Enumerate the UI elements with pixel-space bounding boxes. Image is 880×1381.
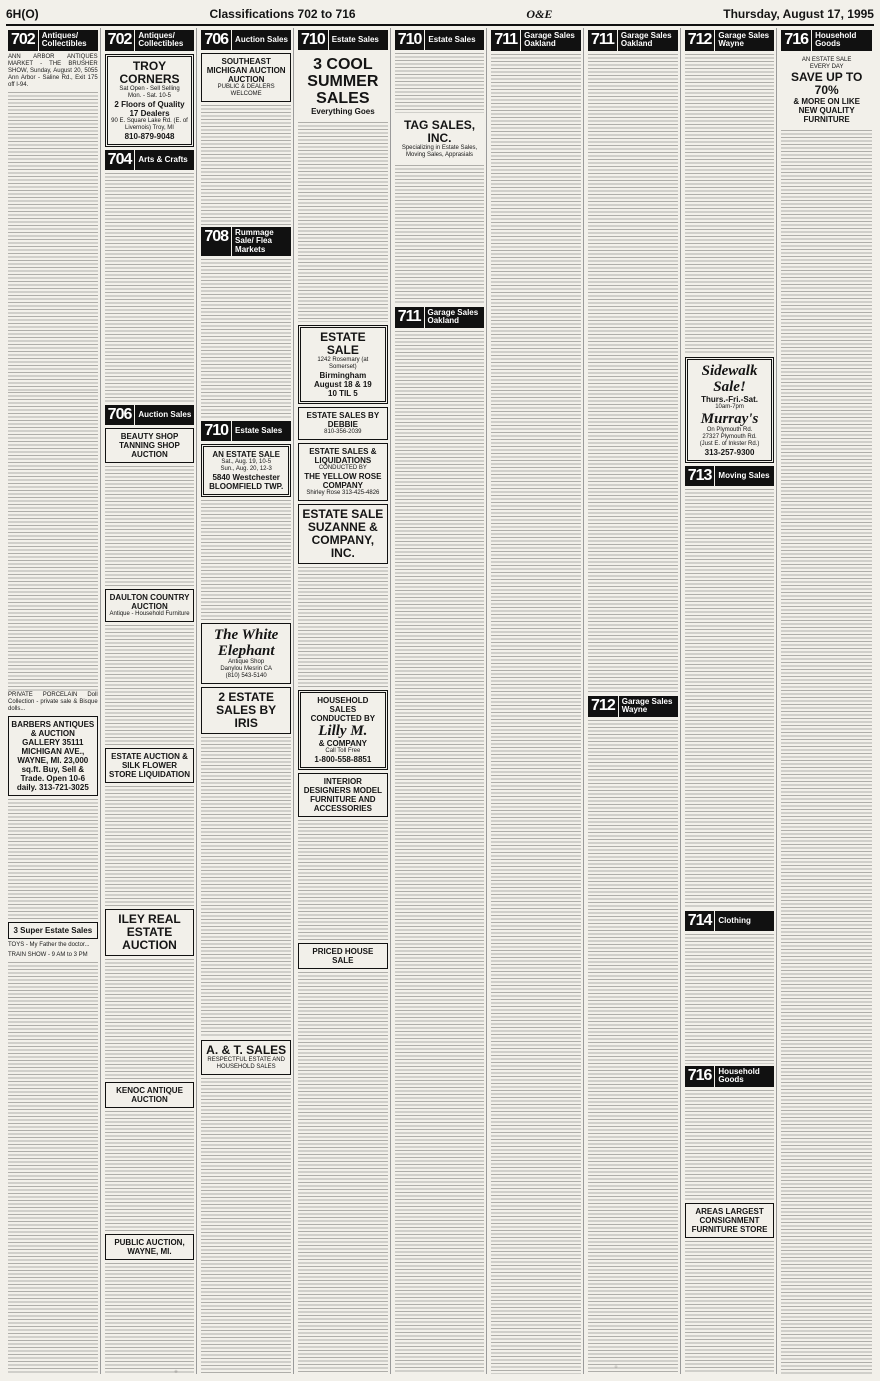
ad-line: CONDUCTED BY (318, 465, 367, 471)
section-title: Antiques/ Collectibles (135, 30, 194, 51)
ad-headline: ESTATE SALES BY DEBBIE (306, 411, 380, 429)
section-header (588, 696, 678, 717)
ad-headline: A. & T. SALES (206, 1043, 287, 1058)
ad-text-block (105, 173, 195, 403)
ad-text-block (105, 1111, 195, 1231)
ad-text-block (685, 934, 775, 1064)
display-ad (685, 357, 775, 463)
ad-text-block (298, 567, 388, 687)
ad-headline: KENOC ANTIQUE AUCTION (116, 1085, 183, 1104)
section-number: 712 (685, 30, 715, 51)
section-title: Household Goods (715, 1066, 774, 1087)
ad-headline: HOUSEHOLD SALES CONDUCTED BY (310, 696, 376, 723)
section-title: Garage Sales Wayne (715, 30, 774, 51)
ad-text-block (781, 130, 872, 1374)
ad-line: 1242 Rosemary (at Somerset) (317, 357, 369, 370)
section-title: Garage Sales Oakland (618, 30, 678, 51)
section-title: Moving Sales (715, 466, 774, 486)
section-number: 713 (685, 466, 715, 486)
display-ad (298, 407, 388, 440)
display-ad (201, 687, 291, 734)
ad-headline: The White Elephant (214, 627, 279, 660)
column-2 (103, 28, 198, 1374)
ad-line: 10 TIL 5 (328, 389, 358, 398)
ad-text-block (201, 259, 291, 419)
ad-text-block (8, 962, 98, 1374)
ad-line: On Plymouth Rd. (706, 426, 753, 433)
section-title: Estate Sales (329, 30, 388, 50)
ad-text-block (201, 1078, 291, 1374)
ad-text-block (395, 165, 485, 305)
section-header (201, 30, 291, 50)
ad-text-block (588, 54, 678, 694)
column-1 (6, 28, 101, 1374)
display-ad (105, 748, 195, 783)
section-number: 714 (685, 911, 715, 931)
section-number: 711 (395, 307, 424, 328)
print-speckle (0, 1357, 880, 1381)
ad-line: 5840 Westchester (212, 473, 280, 483)
ad-text-block (298, 122, 388, 322)
display-ad (685, 1203, 775, 1238)
section-header (588, 30, 678, 51)
display-ad (105, 428, 195, 463)
ad-headline: BARBERS ANTIQUES & AUCTION GALLERY 35111 MICHIGAN AVE., WAYNE, MI. 23,000 sq.ft. Buy, Sell & Trade. Open 10-6 daily. 313-721-3025 (11, 719, 95, 792)
display-ad (105, 909, 195, 956)
section-title: Estate Sales (232, 421, 291, 441)
section-header (298, 30, 388, 50)
issue-date: Thursday, August 17, 1995 (723, 7, 874, 21)
display-ad (105, 589, 195, 622)
section-header (685, 1066, 775, 1087)
section-header (201, 421, 291, 441)
column-4 (296, 28, 391, 1374)
display-ad (8, 922, 98, 939)
masthead (6, 4, 874, 26)
section-number: 711 (491, 30, 520, 51)
display-ad (201, 53, 291, 102)
section-title: Garage Sales Wayne (619, 696, 678, 717)
ad-text-block (395, 53, 485, 113)
section-number: 716 (685, 1066, 715, 1087)
ad-text-block (395, 331, 485, 1374)
ad-text-block (685, 54, 775, 354)
display-ad (105, 1234, 195, 1260)
section-header (685, 30, 775, 51)
section-header (105, 30, 195, 51)
ad-headline: Sidewalk Sale! (701, 362, 758, 395)
display-ad (298, 504, 388, 564)
section-title: Antiques/ Collectibles (39, 30, 98, 51)
ad-line: Antique - Household Furniture (109, 610, 190, 617)
ad-line: Thurs.-Fri.-Sat. (701, 394, 758, 404)
ad-headline: AN ESTATE SALE (212, 450, 281, 460)
section-title: Rummage Sale/ Flea Markets (232, 227, 291, 256)
ad-line: Sat Open - Sell Selling (119, 85, 180, 92)
ad-phone: (810) 543-5140 (225, 673, 267, 680)
ad-headline: AREAS LARGEST CONSIGNMENT FURNITURE STORE (691, 1206, 768, 1234)
ad-headline: BEAUTY SHOP TANNING SHOP AUCTION (119, 431, 180, 459)
section-title: Arts & Crafts (135, 150, 194, 170)
paper-name: O&E (526, 6, 553, 21)
section-header (781, 30, 872, 51)
ad-text-block (8, 392, 98, 692)
display-ad (201, 1040, 291, 1075)
ad-headline: 3 COOL SUMMER SALES (307, 56, 379, 107)
ad-line: 2 Floors of Quality (114, 99, 185, 109)
ad-phone: 810-879-9048 (124, 131, 175, 141)
ad-line: Sat., Aug. 19, 10-5 (221, 459, 272, 466)
section-number: 706 (201, 30, 231, 50)
section-header (395, 307, 485, 328)
ad-text-block (201, 105, 291, 225)
section-number: 710 (298, 30, 328, 50)
ad-text-block (105, 959, 195, 1079)
ad-line: BLOOMFIELD TWP. (209, 482, 284, 492)
display-ad (298, 943, 388, 969)
ad-text-block (8, 92, 98, 392)
ad-text-block (105, 466, 195, 586)
section-number: 702 (8, 30, 38, 51)
display-ad (201, 623, 291, 684)
section-header (105, 150, 195, 170)
section-title: Clothing (715, 911, 774, 931)
display-ad (298, 690, 388, 770)
section-title: Auction Sales (135, 405, 194, 425)
ad-line: 10am-7pm (715, 403, 744, 410)
ad-line: Everything Goes (311, 107, 375, 116)
display-ad (298, 773, 388, 817)
page-number: 6H(O) (6, 7, 39, 21)
ad-text-block (685, 489, 775, 909)
ad-text-block (8, 799, 98, 919)
section-number: 704 (105, 150, 135, 170)
ad-line: August 18 & 19 (313, 380, 372, 389)
display-ad (105, 54, 195, 147)
column-9 (779, 28, 874, 1374)
ad-line: Lilly M. (318, 723, 368, 739)
ad-phone: 1-800-558-8851 (314, 755, 372, 764)
ad-line: Antique Shop (228, 659, 265, 666)
classified-columns (6, 28, 874, 1374)
column-7 (586, 28, 681, 1374)
display-ad (105, 1082, 195, 1108)
section-number: 702 (105, 30, 135, 51)
ad-text-block (105, 786, 195, 906)
section-title: Garage Sales Oakland (521, 30, 581, 51)
ad-phone: Shirley Rose 313-425-4826 (306, 490, 380, 496)
section-number: 706 (105, 405, 135, 425)
ad-text-block (491, 54, 581, 1374)
classified-ad: TOYS - My Father the doctor... (8, 941, 90, 948)
ad-line: Mon. - Sat. 10-5 (127, 92, 172, 99)
ad-headline: DAULTON COUNTRY AUCTION (109, 592, 190, 611)
display-ad (781, 54, 872, 127)
classified-ad: ANN ARBOR ANTIQUES MARKET - THE BRUSHER SHOW, Sunday, August 20, 5055 Ann Arbor - Saline Rd., Exit 175 off I-94. (8, 53, 98, 88)
display-ad (395, 116, 485, 162)
section-title: Garage Sales Oakland (425, 307, 485, 328)
ad-headline: TAG SALES, INC. (403, 118, 476, 145)
ad-line: & COMPANY (318, 739, 367, 748)
classified-ad: PRIVATE PORCELAIN Doll Collection - private sale & Bisque dolls... (8, 691, 98, 712)
ad-line: Call Toll Free (325, 748, 361, 754)
section-header (8, 30, 98, 51)
section-header (491, 30, 581, 51)
display-ad (298, 325, 388, 404)
ad-headline: PUBLIC AUCTION, WAYNE, MI. (114, 1237, 185, 1256)
ad-line: EVERY DAY (809, 63, 844, 70)
ad-line: Birmingham (319, 371, 367, 380)
ad-headline: TROY CORNERS (119, 58, 180, 86)
ad-line: PUBLIC & DEALERS WELCOME (217, 84, 275, 97)
column-3 (199, 28, 294, 1374)
section-number: 712 (588, 696, 618, 717)
ad-line: 17 Dealers (129, 108, 170, 118)
section-title: Household Goods (812, 30, 872, 51)
ad-text-block (298, 972, 388, 1374)
ad-phone: 313-257-9300 (704, 447, 755, 457)
ad-headline: SOUTHEAST MICHIGAN AUCTION AUCTION (206, 57, 286, 84)
ad-text-block (201, 737, 291, 1037)
column-5 (393, 28, 488, 1374)
ad-headline: INTERIOR DESIGNERS MODEL FURNITURE AND ACCESSORIES (303, 777, 382, 813)
section-header (685, 466, 775, 486)
ad-headline: 3 Super Estate Sales (13, 925, 93, 935)
section-header (395, 30, 485, 50)
section-number: 710 (201, 421, 231, 441)
ad-line: Sun., Aug. 20, 12-3 (220, 466, 272, 473)
section-number: 708 (201, 227, 231, 256)
section-header (201, 227, 291, 256)
ad-phone: 810-356-2039 (324, 429, 362, 435)
section-range: Classifications 702 to 716 (209, 7, 356, 21)
section-title: Estate Sales (425, 30, 484, 50)
ad-line: Danylou Mesrin CA (220, 666, 273, 673)
section-title: Auction Sales (232, 30, 291, 50)
ad-headline: ESTATE SALE (320, 330, 366, 357)
ad-line: THE YELLOW ROSE COMPANY (304, 472, 382, 490)
classified-ad: TRAIN SHOW - 9 AM to 3 PM (8, 951, 88, 958)
section-number: 710 (395, 30, 425, 50)
display-ad (298, 53, 388, 119)
section-header (105, 405, 195, 425)
ad-line: (Just E. of Inkster Rd.) (699, 440, 760, 447)
ad-text-block (105, 625, 195, 745)
ad-headline: ESTATE SALE SUZANNE & COMPANY, INC. (302, 507, 384, 560)
column-6 (489, 28, 584, 1374)
ad-headline: ESTATE SALES & LIQUIDATIONS (309, 447, 377, 465)
ad-line: RESPECTFUL ESTATE AND HOUSEHOLD SALES (207, 1057, 285, 1071)
column-8 (683, 28, 778, 1374)
ad-headline: ESTATE AUCTION & SILK FLOWER STORE LIQUIDATION (108, 751, 191, 779)
ad-headline: 2 ESTATE SALES BY IRIS (216, 690, 277, 731)
ad-line: 27327 Plymouth Rd. (702, 433, 757, 440)
display-ad (8, 716, 98, 796)
ad-text-block (685, 1241, 775, 1374)
ad-line: Specializing in Estate Sales, Moving Sales, Apprasials (401, 145, 478, 158)
ad-text-block (298, 820, 388, 940)
ad-text-block (201, 500, 291, 620)
ad-line: & MORE ON LIKE NEW QUALITY FURNITURE (793, 96, 860, 124)
ad-headline: PRICED HOUSE SALE (312, 947, 374, 965)
section-number: 711 (588, 30, 617, 51)
display-ad (298, 443, 388, 501)
section-header (685, 911, 775, 931)
ad-text-block (588, 720, 678, 1374)
ad-text-block (685, 1090, 775, 1200)
ad-line: Murray's (700, 410, 759, 427)
ad-headline: SAVE UP TO 70% (790, 69, 863, 97)
ad-line: 90 E. Square Lake Rd. (E. of Livernois) Troy, MI (111, 117, 188, 131)
ad-headline: ILEY REAL ESTATE AUCTION (118, 911, 181, 952)
display-ad (201, 444, 291, 497)
section-number: 716 (781, 30, 811, 51)
ad-line: AN ESTATE SALE (801, 56, 852, 63)
